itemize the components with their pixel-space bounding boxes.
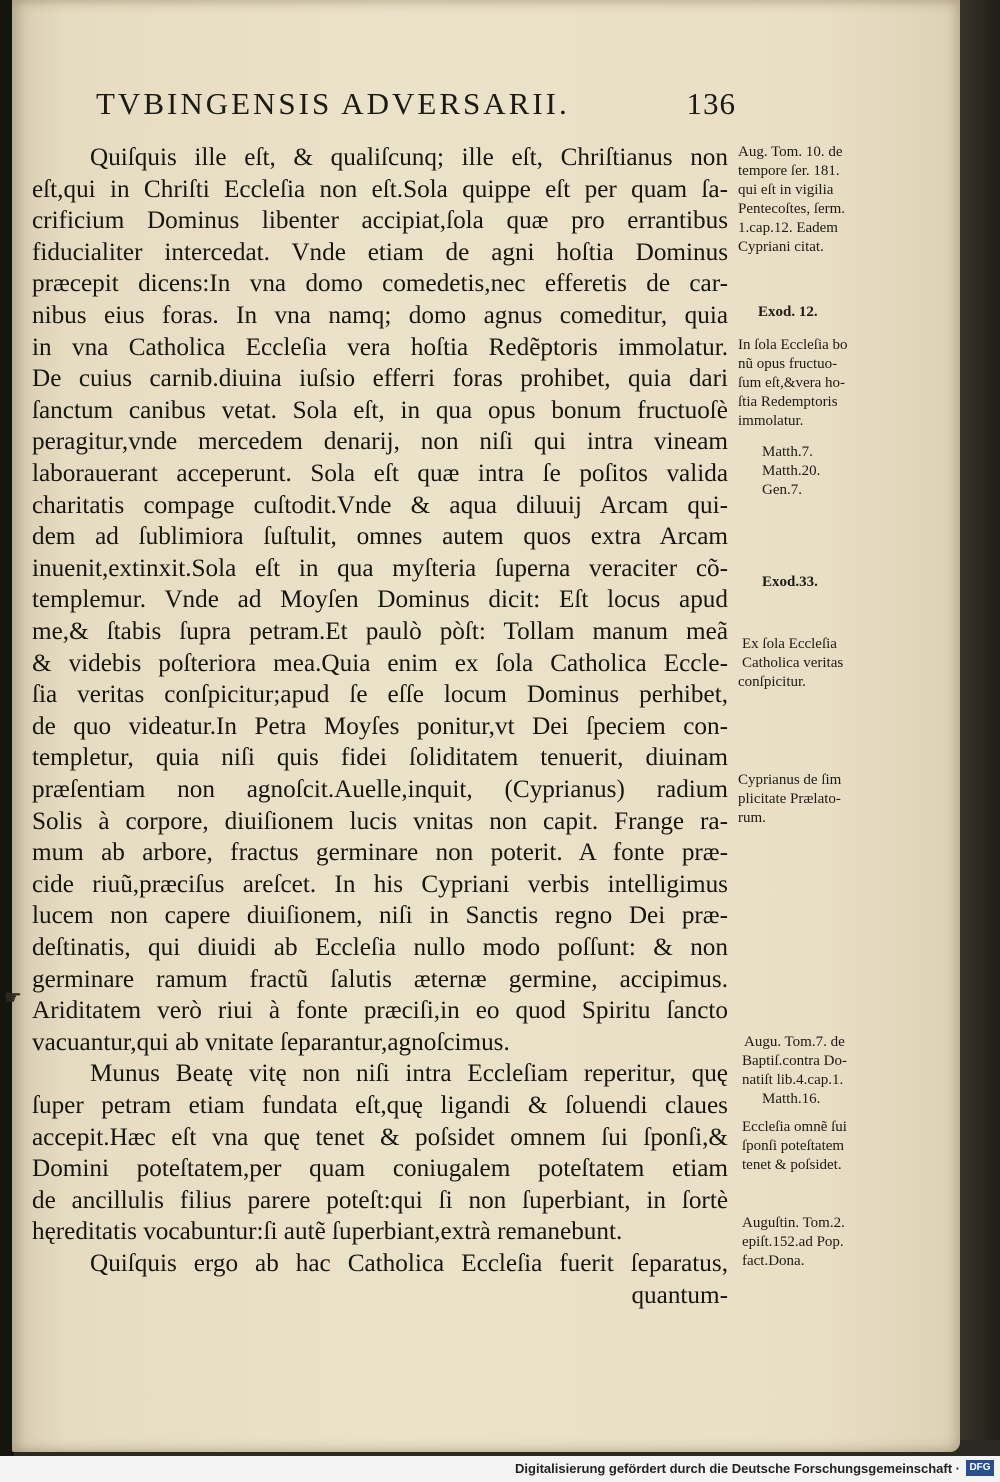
text-line: deſtinatis, qui diuidi ab Eccleſia nullo modo poſſunt: & non — [32, 934, 728, 961]
text-line: de ancillulis filius parere poteſt:qui ſi non ſuperbiant, in ſortè — [32, 1186, 728, 1214]
text-line: Solis à corpore, diuiſionem lucis vnitas non capit. Frange ra- — [32, 807, 728, 835]
page-number: 136 — [686, 86, 736, 121]
marginal-note-line: ſum eſt,&vera ho- — [738, 375, 846, 391]
marginal-note-line: qui eſt in vigilia — [738, 182, 834, 198]
marginal-note-line: Matth.7. — [762, 444, 813, 460]
text-line: vacuantur,qui ab vnitate ſeparantur,agnoſcimus. — [32, 1028, 510, 1056]
text-line: in vna Catholica Eccleſia vera hoſtia Redẽptoris immolatur. — [32, 333, 728, 361]
marginal-note-line: Exod. 12. — [758, 304, 818, 320]
text-line: eſt,qui in Chriſti Eccleſia non eſt.Sola quippe eſt per quam ſa- — [32, 175, 728, 203]
text-line: Quiſquis ergo ab hac Catholica Eccleſia fuerit ſeparatus, — [90, 1250, 728, 1277]
marginal-note-line: Catholica veritas — [742, 655, 844, 671]
marginal-note-line: Eccleſia omnẽ ſui — [742, 1119, 847, 1135]
marginal-note-line: Augu. Tom.7. de — [744, 1034, 845, 1050]
text-line: dem ad ſublimiora ſuſtulit, omnes autem quos extra Arcam — [32, 523, 728, 551]
text-line: me,& ſtabis ſupra petram.Et paulò pòſt: Tollam manum meã — [32, 618, 728, 645]
marginal-note-line: Baptiſ.contra Do- — [742, 1053, 847, 1069]
text-line: præſentiam non agnoſcit.Auelle,inquit, (Cyprianus) radium — [32, 776, 728, 803]
marginal-note-line: nũ opus fructuo- — [738, 356, 838, 372]
marginal-note-line: fact.Dona. — [742, 1253, 805, 1269]
text-line: de quo videatur.In Petra Moyſes ponitur,vt Dei ſpeciem con- — [32, 712, 728, 740]
text-line: peragitur,vnde mercedem denarij, non niſi qui intra vineam — [32, 428, 728, 456]
text-line: germinare ramum fractũ ſalutis æternæ germine, accipimus. — [32, 965, 728, 993]
footer-bar — [0, 1456, 1000, 1482]
marginal-note-line: Matth.16. — [762, 1091, 821, 1107]
manicule-icon: ☛ — [4, 987, 22, 1009]
text-line: mum ab arbore, fractus germinare non poterit. A fonte præ- — [32, 839, 728, 867]
text-line: lucem non capere diuiſionem, niſi in Sanctis regno Dei præ- — [32, 902, 728, 930]
text-line: charitatis compage cuſtodit.Vnde & aqua diluuij Arcam qui- — [32, 491, 728, 519]
running-head — [96, 86, 736, 122]
marginal-note-line: immolatur. — [738, 413, 804, 429]
marginal-note-line: In ſola Eccleſia bo — [738, 337, 848, 353]
text-line: Quiſquis ille eſt, & qualiſcunq; ille eſt, Chriſtianus non — [90, 144, 728, 171]
text-line: laborauerant acceperunt. Sola eſt quæ intra ſe poſitos valida — [32, 460, 728, 487]
marginal-note-line: Matth.20. — [762, 463, 821, 479]
text-line: ſuper petram etiam fundata eſt,quę ligandi & ſoluendi claues — [32, 1092, 728, 1119]
marginal-note-line: Auguſtin. Tom.2. — [742, 1215, 845, 1231]
marginal-note-line: Cyprianus de ſim — [738, 772, 842, 788]
footer-credit: Digitalisierung gefördert durch die Deutsche Forschungsgemeinschaft · — [515, 1461, 960, 1476]
marginal-note-line: natiſt lib.4.cap.1. — [742, 1072, 844, 1088]
dfg-logo: DFG — [966, 1460, 994, 1476]
text-line: cide riuũ,præciſus areſcet. In his Cypriani verbis intelligimus — [32, 870, 728, 898]
marginal-note-line: Gen.7. — [762, 482, 802, 498]
marginal-note-line: 1.cap.12. Eadem — [738, 220, 838, 236]
marginal-note-line: ſtia Redemptoris — [738, 394, 838, 410]
text-line: fiducialiter intercedat. Vnde etiam de agni hoſtia Dominus — [32, 238, 728, 266]
marginal-note-line: Pentecoſtes, ſerm. — [738, 201, 846, 217]
marginal-note-line: Exod.33. — [762, 574, 818, 590]
text-line: Ariditatem verò riui à fonte præciſi,in eo quod Spiritu ſancto — [32, 997, 728, 1025]
page-edge — [956, 0, 1000, 1440]
text-line: templetur, quia niſi quis fidei ſoliditatem tenuerit, diuinam — [32, 744, 728, 772]
marginal-note-line: tenet & poſsidet. — [742, 1157, 842, 1173]
marginal-note-line: ſponſi poteſtatem — [742, 1138, 845, 1154]
text-line: templemur. Vnde ad Moyſen Dominus dicit: Eſt locus apud — [32, 586, 728, 614]
text-line: Domini poteſtatem,per quam coniugalem poteſtatem etiam — [32, 1155, 728, 1183]
text-line: nibus eius foras. In vna namq; domo agnus comeditur, quia — [32, 302, 728, 329]
marginal-note-line: tempore ſer. 181. — [738, 163, 840, 179]
text-line: ſia veritas conſpicitur;apud ſe eſſe locum Dominus perhibet, — [32, 681, 728, 709]
text-line: hęreditatis vocabuntur:ſi autẽ ſuperbiant,extrà remanebunt. — [32, 1218, 623, 1246]
marginal-note-line: conſpicitur. — [738, 674, 806, 690]
text-line: crificium Dominus libenter accipiat,ſola quæ pro errantibus — [32, 207, 728, 235]
marginal-note-line: Ex ſola Eccleſia — [742, 636, 837, 652]
marginal-note-line: Cypriani citat. — [738, 239, 824, 255]
marginal-note-line: Aug. Tom. 10. de — [738, 144, 843, 160]
marginal-note-line: plicitate Prælato- — [738, 791, 841, 807]
running-head-title: TVBINGENSIS ADVERSARII. — [96, 86, 570, 121]
text-line: accepit.Hæc eſt vna quę tenet & poſsidet omnem ſui ſponſi,& — [32, 1123, 728, 1151]
text-line: quantum- — [631, 1281, 728, 1309]
marginal-note-line: epiſt.152.ad Pop. — [742, 1234, 844, 1250]
text-line: præcepit dicens:In vna domo comedetis,nec efferetis de car- — [32, 270, 728, 298]
text-line: Munus Beatę vitę non niſi intra Eccleſiam reperitur, quę — [90, 1060, 728, 1088]
text-line: ſanctum canibus vetat. Sola eſt, in qua opus bonum fructuoſè — [32, 396, 728, 424]
text-line: & videbis poſteriora mea.Quia enim ex ſola Catholica Eccle- — [32, 649, 728, 677]
text-line: inuenit,extinxit.Sola eſt in qua myſteria ſuperna veraciter cõ- — [32, 554, 728, 582]
text-line: De cuius carnib.diuina iuſsio efferri foras prohibet, quia dari — [32, 365, 728, 393]
marginal-note-line: rum. — [738, 810, 766, 826]
